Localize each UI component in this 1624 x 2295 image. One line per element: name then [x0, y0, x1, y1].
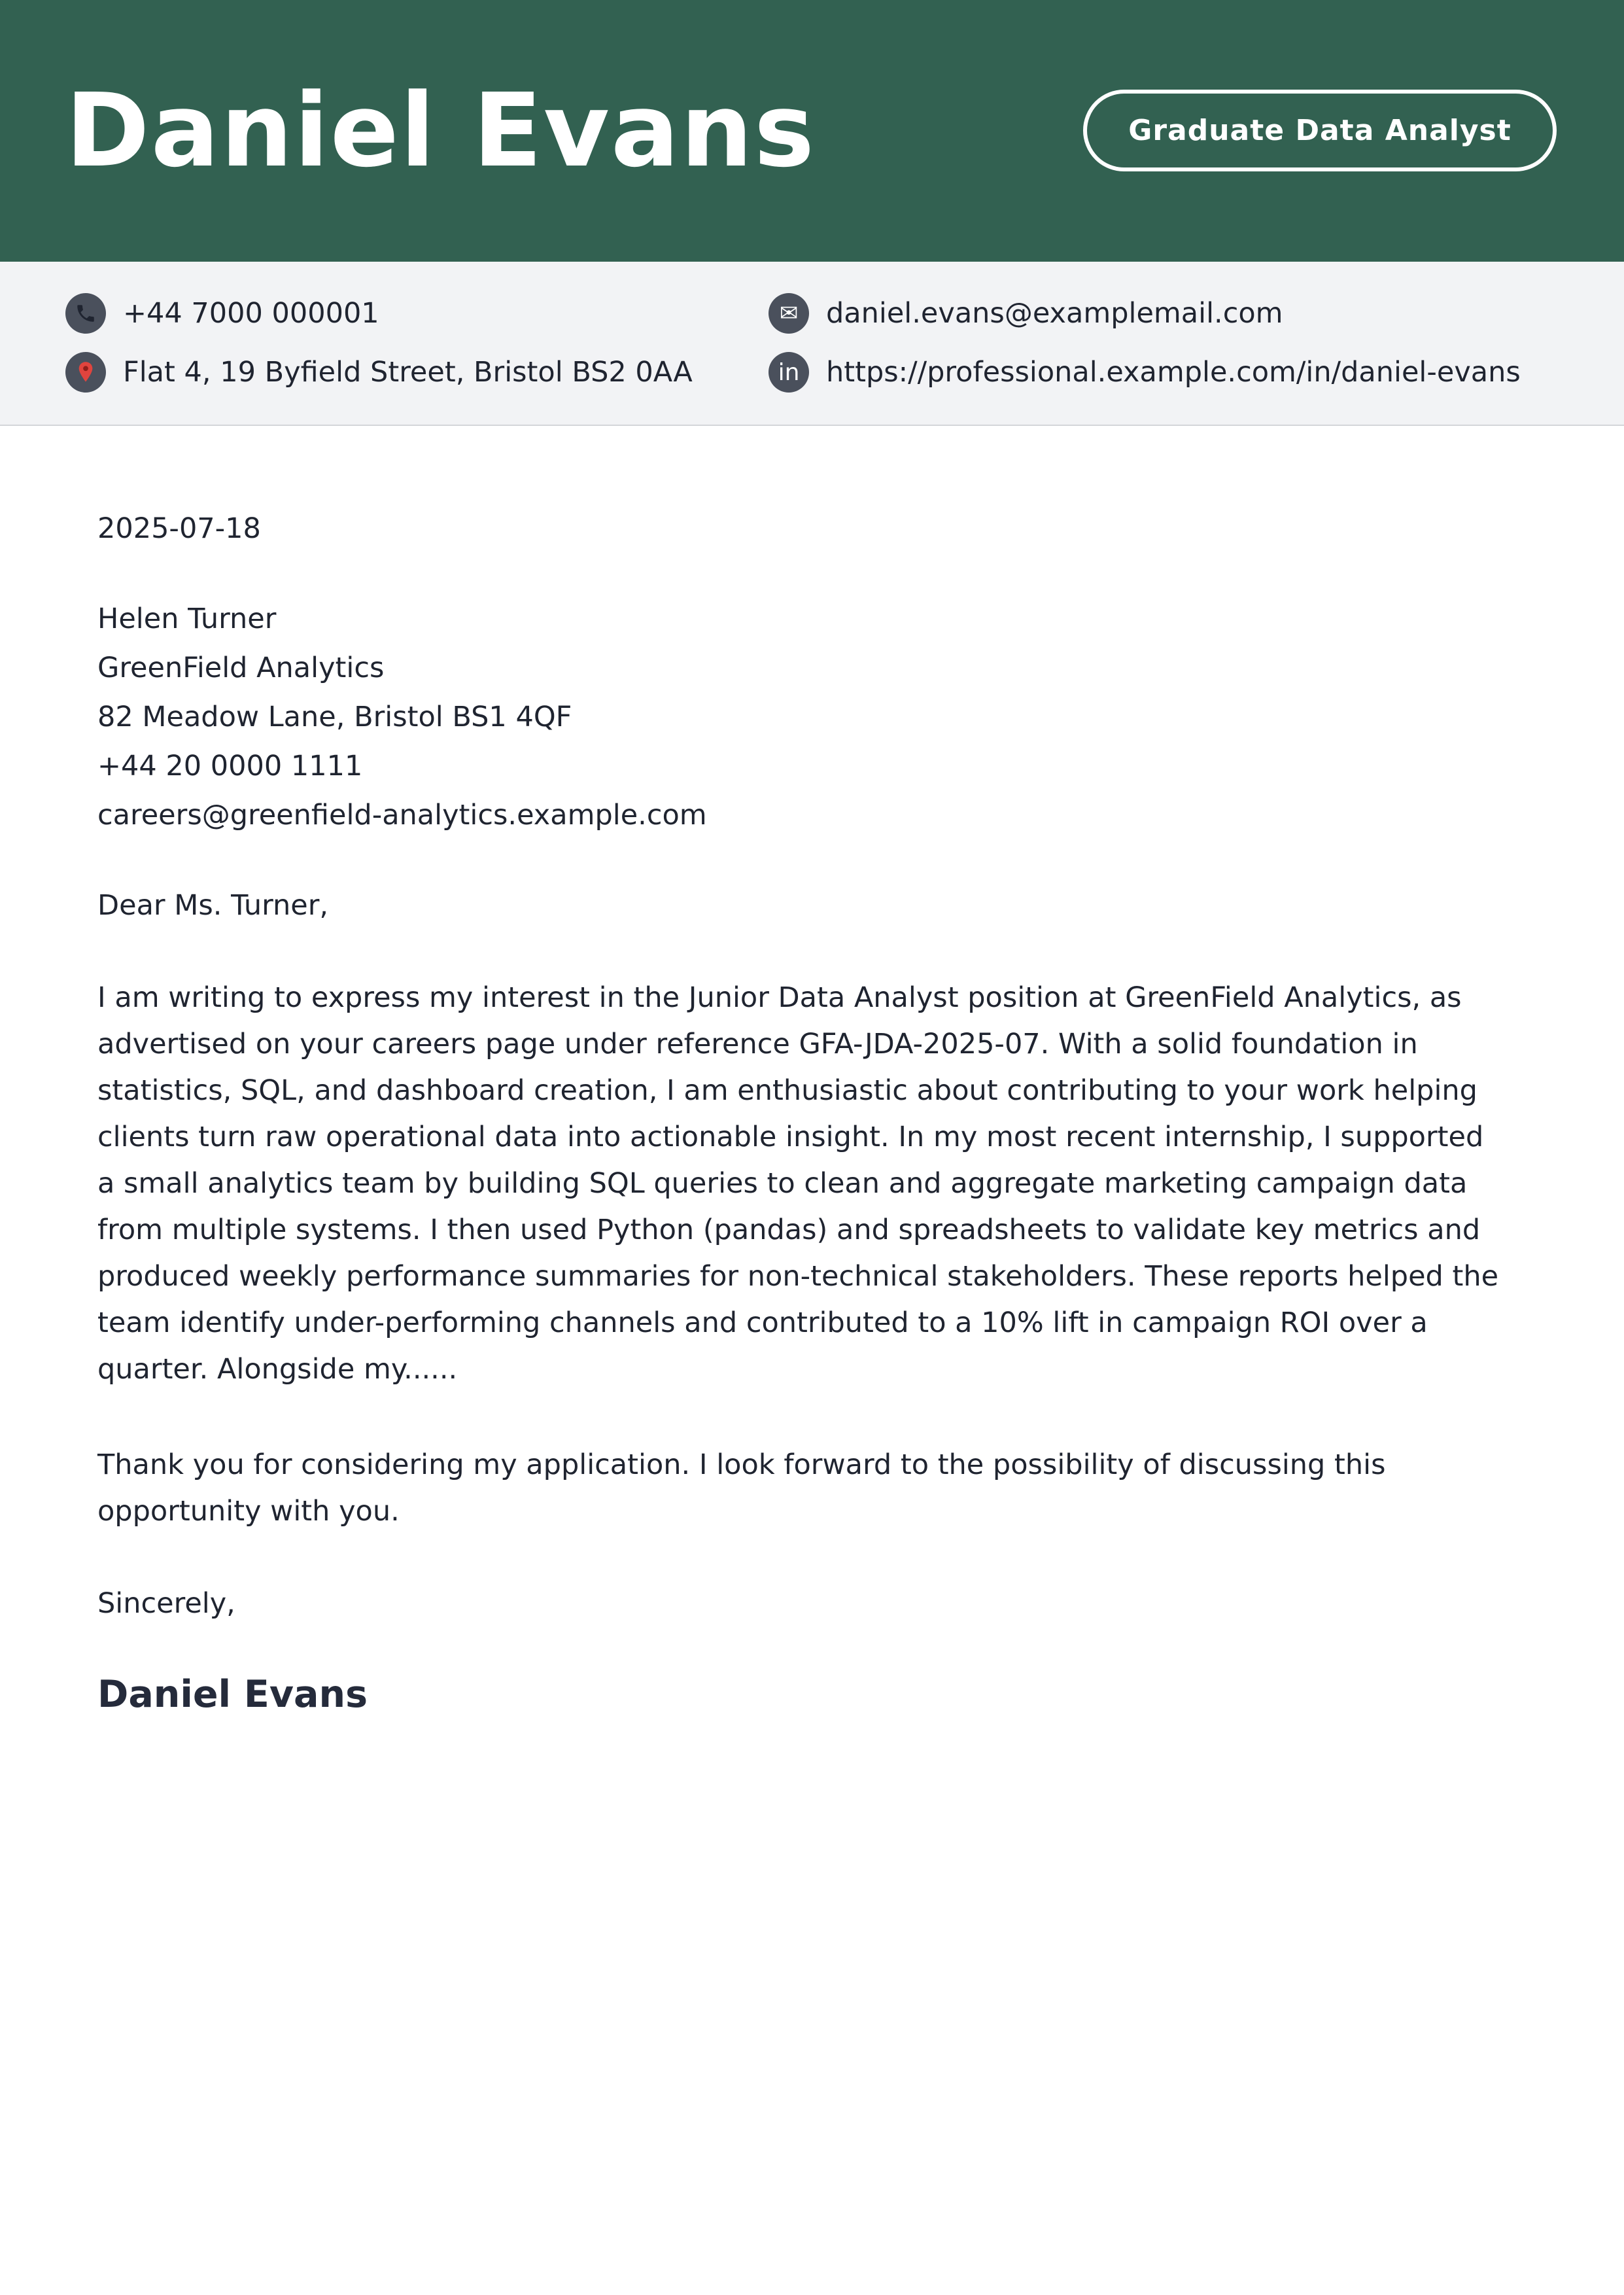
- body-line: produced weekly performance summaries for non-technical stakeholders. These reports helped the: [97, 1260, 1499, 1293]
- signature-name: Daniel Evans: [97, 1673, 368, 1716]
- postal-address: Flat 4, 19 Byfield Street, Bristol BS2 0AA: [123, 356, 693, 389]
- phone-number: +44 7000 000001: [123, 297, 379, 330]
- closing-line: opportunity with you.: [97, 1495, 400, 1528]
- body-line: clients turn raw operational data into actionable insight. In my most recent internship, I supported: [97, 1121, 1484, 1153]
- contact-linkedin: [769, 351, 1521, 393]
- job-title-badge: Graduate Data Analyst: [1083, 90, 1557, 171]
- recipient-company: GreenField Analytics: [97, 652, 385, 684]
- body-line: I am writing to express my interest in the Junior Data Analyst position at GreenField Analytics, as: [97, 981, 1462, 1014]
- map-pin-icon: [65, 352, 106, 393]
- letter-date: 2025-07-18: [97, 512, 261, 545]
- recipient-name: Helen Turner: [97, 603, 277, 635]
- body-line: team identify under-performing channels and contributed to a 10% lift in campaign ROI over a: [97, 1306, 1428, 1339]
- contact-email: [769, 292, 1283, 334]
- salutation: Dear Ms. Turner,: [97, 889, 329, 922]
- phone-icon: [65, 293, 106, 334]
- email-address: daniel.evans@examplemail.com: [826, 297, 1283, 330]
- recipient-email: careers@greenfield-analytics.example.com: [97, 799, 707, 832]
- contact-phone: [65, 292, 379, 334]
- body-line: statistics, SQL, and dashboard creation, I am enthusiastic about contributing to your work helping: [97, 1074, 1477, 1107]
- header-banner: [0, 0, 1624, 262]
- envelope-icon: ✉: [769, 293, 809, 334]
- profile-url[interactable]: https://professional.example.com/in/daniel-evans: [826, 356, 1521, 389]
- closing-line: Thank you for considering my application. I look forward to the possibility of discussing this: [97, 1448, 1386, 1481]
- linkedin-icon: in: [769, 352, 809, 393]
- body-line: a small analytics team by building SQL queries to clean and aggregate marketing campaign data: [97, 1167, 1468, 1200]
- recipient-phone: +44 20 0000 1111: [97, 750, 363, 782]
- contact-address: [65, 351, 693, 393]
- recipient-address: 82 Meadow Lane, Bristol BS1 4QF: [97, 701, 572, 733]
- sign-off: Sincerely,: [97, 1587, 235, 1620]
- applicant-name: Daniel Evans: [65, 71, 816, 190]
- body-line: advertised on your careers page under reference GFA-JDA-2025-07. With a solid foundation in: [97, 1028, 1418, 1060]
- contact-bar: [0, 262, 1624, 426]
- body-line: quarter. Alongside my......: [97, 1353, 458, 1386]
- body-line: from multiple systems. I then used Python (pandas) and spreadsheets to validate key metrics and: [97, 1214, 1481, 1246]
